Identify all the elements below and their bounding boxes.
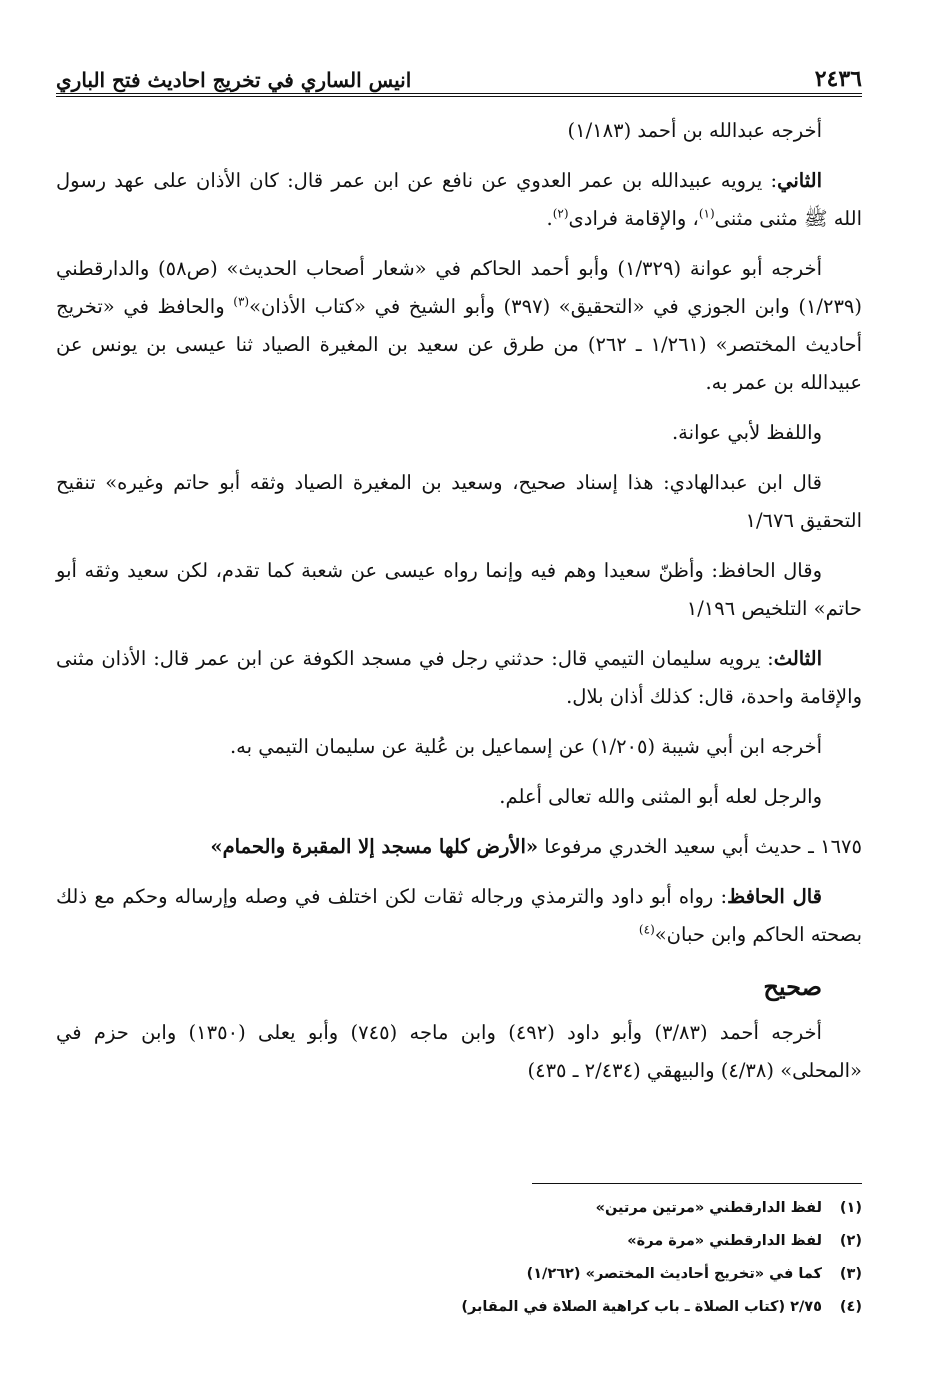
- main-text: [56, 112, 862, 1102]
- paragraph-text: والحافظ في «تخريج أحاديث المختصر» (١/٢٦١ ـ ٢٦٢) من طرق عن سعيد بن المغيرة الصياد ثنا عيسى بن يونس عن عبيدالله بن عمر به.: [56, 295, 862, 394]
- paragraph-text: قال ابن عبدالهادي: هذا إسناد صحيح، وسعيد بن المغيرة الصياد وثقه أبو حاتم وغيره» تنقيح التحقيق ١/٦٧٦: [56, 471, 862, 532]
- footnote-ref-2[interactable]: (٢): [552, 206, 569, 221]
- paragraph-man-identity: [56, 778, 862, 816]
- lead-word: الثالث: [773, 647, 822, 670]
- paragraph-hafiz-remark: [56, 552, 862, 628]
- footnote-separator: [532, 1183, 862, 1184]
- hadith-matn: «الأرض كلها مسجد إلا المقبرة والحمام»: [210, 835, 539, 858]
- paragraph-text: ، والإقامة فرادى: [568, 207, 699, 230]
- hadith-number-text: ١٦٧٥ ـ حديث أبي سعيد الخدري مرفوعا: [538, 835, 862, 858]
- footnote-text: ٢/٧٥ (كتاب الصلاة ـ باب كراهية الصلاة في المقابر): [461, 1299, 822, 1315]
- footnote-text: لفظ الدارقطني «مرتين مرتين»: [595, 1200, 822, 1216]
- running-title: انيس الساري في تخريج احاديث فتح الباري: [56, 68, 412, 92]
- footnote-text: كما في «تخريج أحاديث المختصر» (١/٢٦٢): [526, 1266, 822, 1282]
- footnote-item: [56, 1291, 862, 1324]
- page-number: ٢٤٣٦: [814, 66, 862, 92]
- paragraph-takhrij-4: [56, 1014, 862, 1090]
- footnote-number: (١): [839, 1200, 862, 1216]
- grade-heading: صحيح: [763, 972, 822, 1001]
- footnote-item: [56, 1225, 862, 1258]
- paragraph-text: أخرجه عبدالله بن أحمد (١/١٨٣): [567, 119, 822, 142]
- lead-word: قال الحافظ: [727, 885, 822, 908]
- paragraph-text: أخرجه أبو عوانة (١/٣٢٩) وأبو أحمد الحاكم في «شعار أصحاب الحديث» (ص٥٨) والدارقطني (١/٢٣٩) وابن الجوزي في «التحقيق» (٣٩٧) وأبو الشيخ في «كتاب الأذان»: [56, 257, 863, 318]
- footnotes: [56, 1192, 862, 1324]
- footnote-ref-1[interactable]: (١): [698, 206, 715, 221]
- hadith-entry-1675: [56, 828, 862, 866]
- paragraph-text: واللفظ لأبي عوانة.: [671, 421, 822, 444]
- paragraph-text: : يرويه عبيدالله بن عمر العدوي عن نافع عن ابن عمر قال: كان الأذان على عهد رسول الله ﷺ مثنى مثنى: [56, 169, 862, 230]
- footnote-number: (٢): [839, 1233, 862, 1249]
- paragraph-wording: [56, 414, 862, 452]
- paragraph-text: أخرجه ابن أبي شيبة (١/٢٠٥) عن إسماعيل بن عُلية عن سليمان التيمي به.: [229, 735, 822, 758]
- footnote-item: [56, 1258, 862, 1291]
- paragraph-text: وقال الحافظ: وأظنّ سعيدا وهم فيه وإنما رواه عيسى عن شعبة كما تقدم، لكن سعيد وثقه أبو حاتم» التلخيص ١/١٩٦: [56, 559, 862, 620]
- footnote-item: [56, 1192, 862, 1225]
- header-rule: [56, 93, 862, 97]
- paragraph-takhrij-1: [56, 112, 862, 150]
- paragraph-second-route: [56, 162, 862, 238]
- paragraph-text: أخرجه أحمد (٣/٨٣) وأبو داود (٤٩٢) وابن ماجه (٧٤٥) وأبو يعلى (١٣٥٠) وابن حزم في «المحلى» (٤/٣٨) والبيهقي (٢/٤٣٤ ـ ٤٣٥): [56, 1021, 862, 1082]
- paragraph-text: والرجل لعله أبو المثنى والله تعالى أعلم.: [499, 785, 822, 808]
- footnote-text: لفظ الدارقطني «مرة مرة»: [627, 1233, 822, 1249]
- lead-word: الثاني: [777, 169, 822, 192]
- footnote-number: (٤): [839, 1299, 862, 1315]
- paragraph-hafiz-said: [56, 878, 862, 954]
- paragraph-ibn-abdulhadi: [56, 464, 862, 540]
- paragraph-text: : رواه أبو داود والترمذي ورجاله ثقات لكن اختلف في وصله وإرساله وحكم مع ذلك بصحته الحاكم وابن حبان»: [56, 885, 862, 946]
- paragraph-text: : يرويه سليمان التيمي قال: حدثني رجل في مسجد الكوفة عن ابن عمر قال: الأذان مثنى والإقامة واحدة، قال: كذلك أذان بلال.: [56, 647, 862, 708]
- paragraph-takhrij-2: [56, 250, 862, 402]
- paragraph-third-route: [56, 640, 862, 716]
- page-header: [56, 58, 862, 92]
- paragraph-takhrij-3: [56, 728, 862, 766]
- footnote-number: (٣): [839, 1266, 862, 1282]
- footnote-ref-4[interactable]: (٤): [638, 922, 655, 937]
- footnote-ref-3[interactable]: (٣): [233, 294, 250, 309]
- paragraph-text: .: [546, 207, 553, 230]
